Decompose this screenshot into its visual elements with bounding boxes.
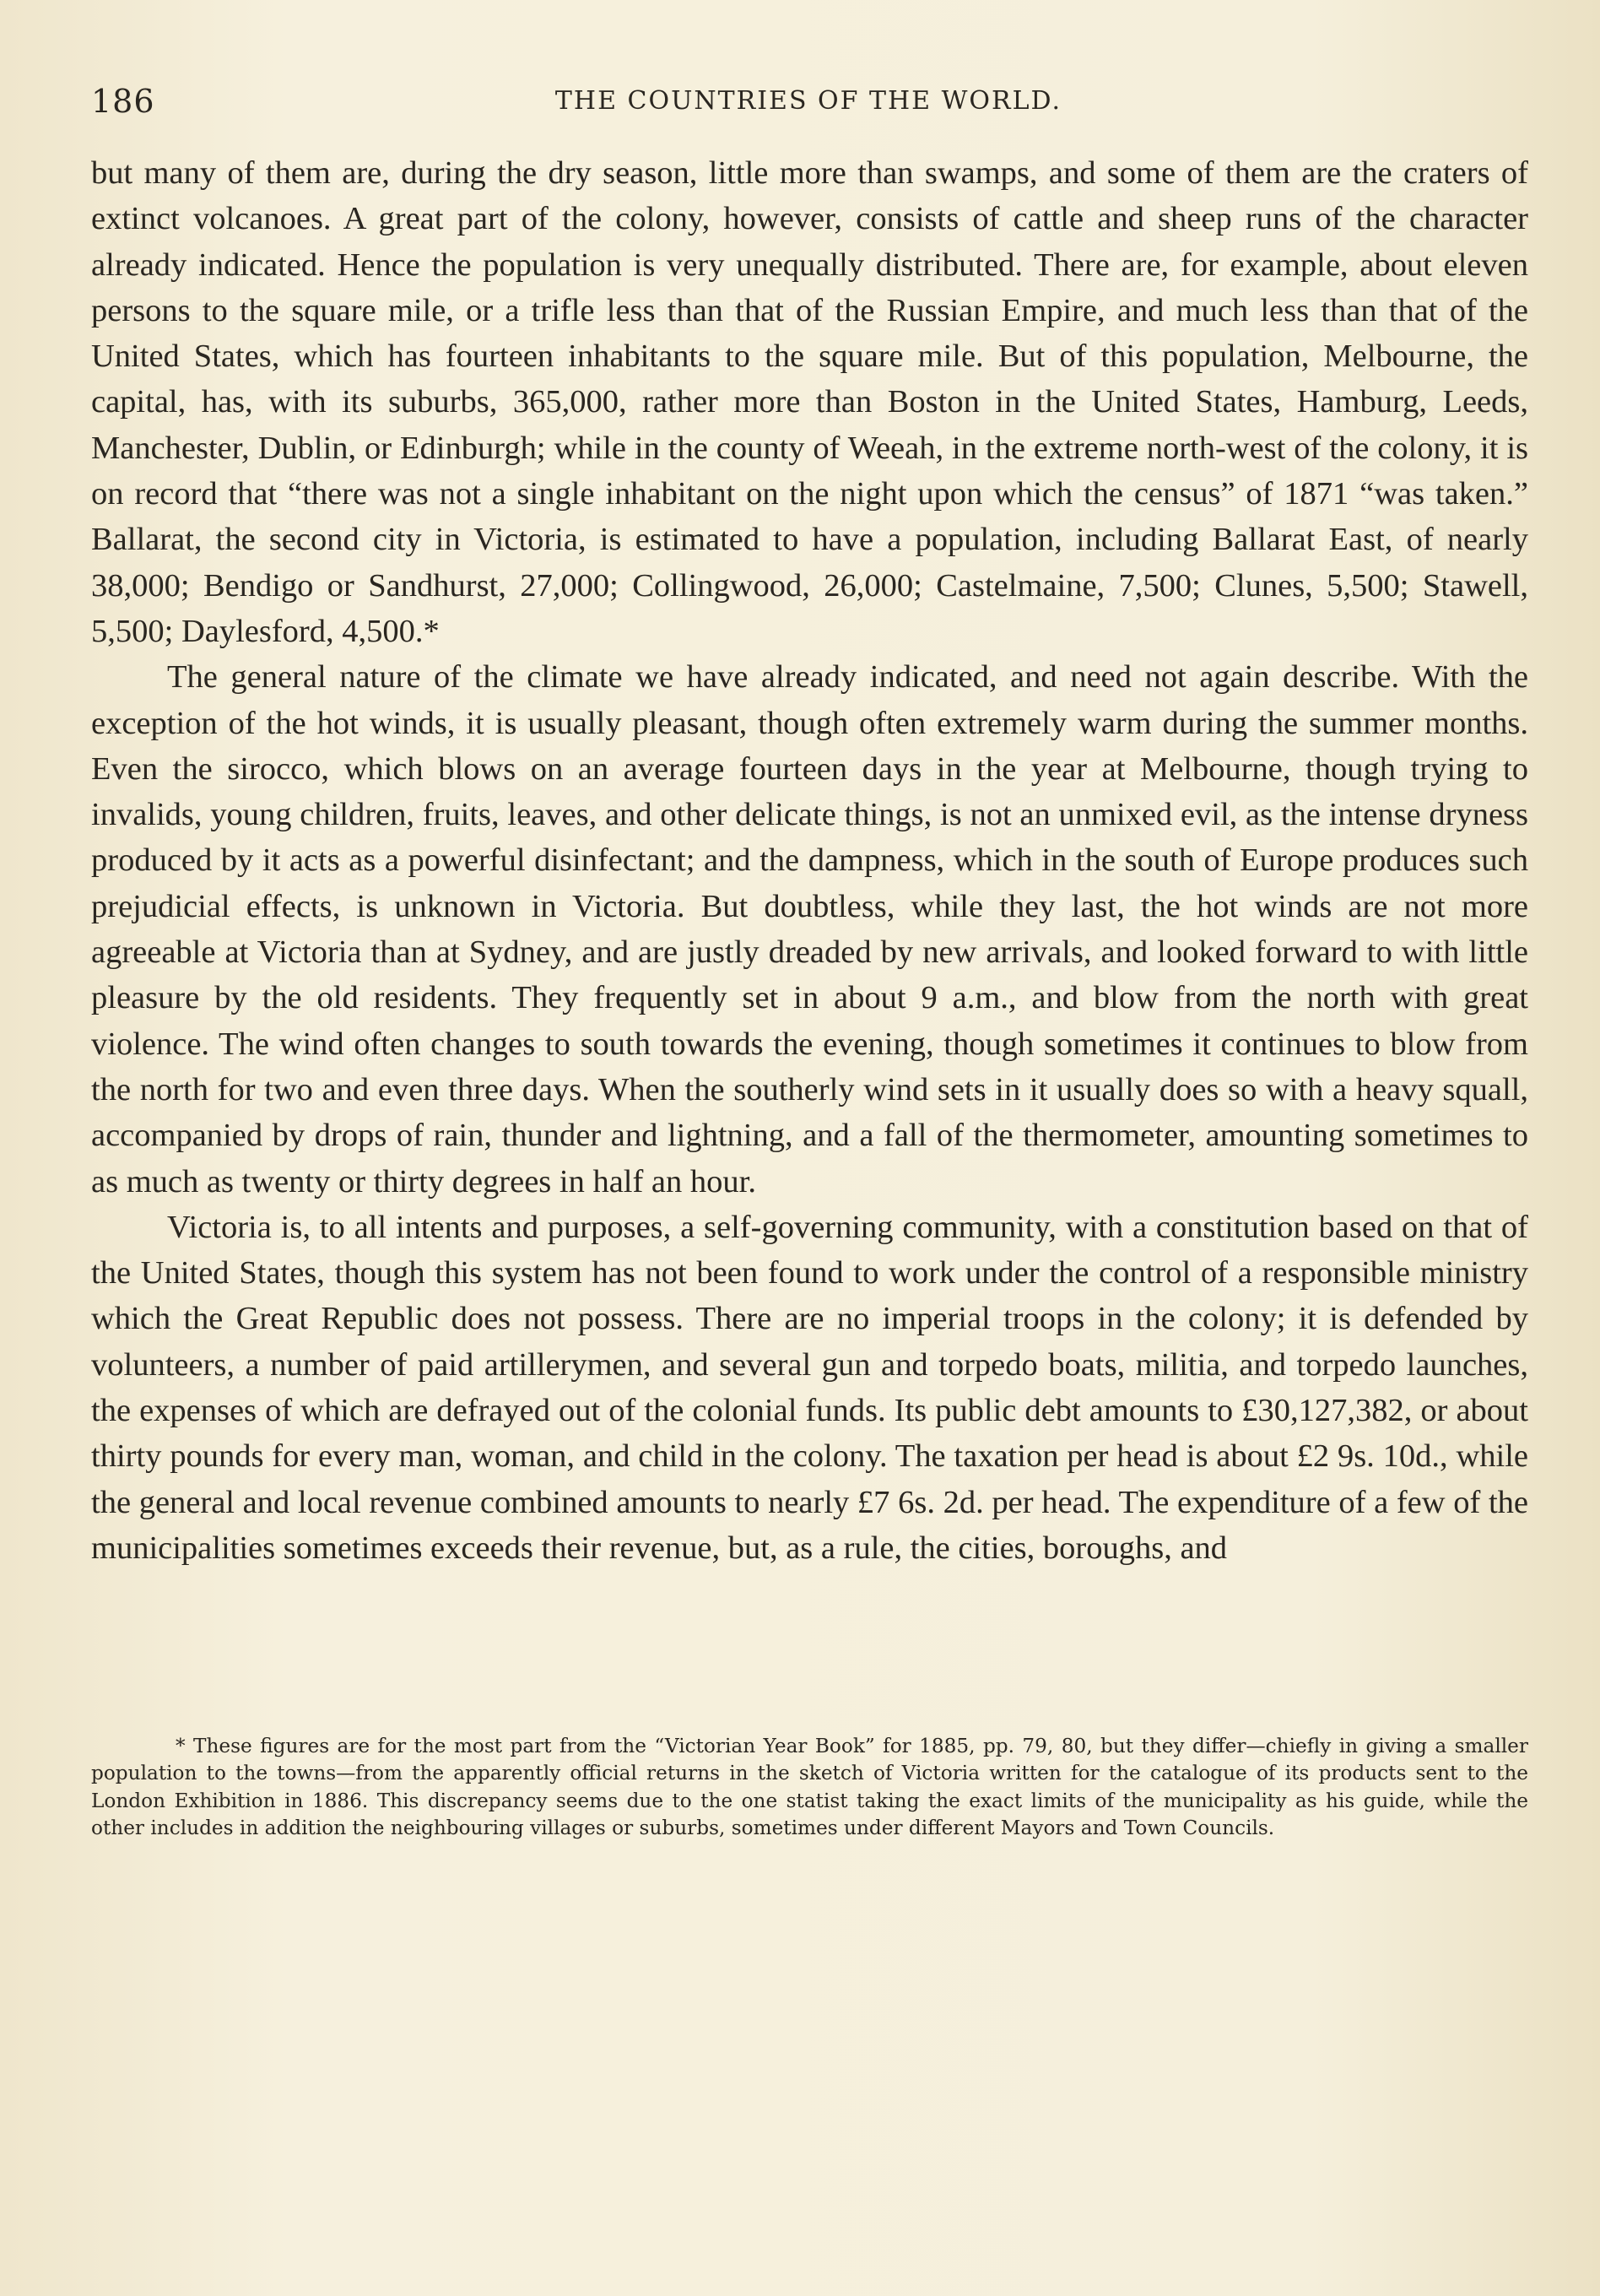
page-number: 186 (91, 83, 155, 120)
running-title: THE COUNTRIES OF THE WORLD. (554, 86, 1062, 116)
paragraph-government: Victoria is, to all intents and purposes, a self-governing community, with a constitution based on that of the United States, though this system has not been found to work under the control of a responsible ministry which the Great Republic does not possess. There are no imperial troops in the colony; it is defended by volunteers, a number of paid artillerymen, and several gun and torpedo boats, militia, and torpedo launches, the expenses of which are defrayed out of the colonial funds. Its public debt amounts to £30,127,382, or about thirty pounds for every man, woman, and child in the colony. The taxation per head is about £2 9s. 10d., while the general and local revenue combined amounts to nearly £7 6s. 2d. per head. The expenditure of a few of the municipalities sometimes exceeds their revenue, but, as a rule, the cities, boroughs, and (91, 1209, 1528, 1566)
running-head (91, 83, 1526, 125)
paragraph-climate: The general nature of the climate we have already indicated, and need not again describe. With the exception of the hot winds, it is usually pleasant, though often extremely warm during the summer months. Even the sirocco, which blows on an average fourteen days in the year at Melbourne, though trying to invalids, young children, fruits, leaves, and other delicate things, is not an unmixed evil, as the intense dryness produced by it acts as a powerful disinfectant; and the dampness, which in the south of Europe produces such prejudicial effects, is unknown in Victoria. But doubtless, while they last, the hot winds are not more agreeable at Victoria than at Sydney, and are justly dreaded by new arrivals, and looked forward to with little pleasure by the old residents. They frequently set in about 9 a.m., and blow from the north with great violence. The wind often changes to south towards the evening, though sometimes it continues to blow from the north for two and even three days. When the southerly wind sets in it usually does so with a heavy squall, accompanied by drops of rain, thunder and lightning, and a fall of the thermometer, amounting sometimes to as much as twenty or thirty degrees in half an hour. (91, 659, 1528, 1199)
paragraph-population: but many of them are, during the dry season, little more than swamps, and some of them are the craters of extinct volcanoes. A great part of the colony, however, consists of cattle and sheep runs of the character already indicated. Hence the population is very unequally distributed. There are, for example, about eleven persons to the square mile, or a trifle less than that of the Russian Empire, and much less than that of the United States, which has fourteen inhabitants to the square mile. But of this population, Melbourne, the capital, has, with its suburbs, 365,000, rather more than Boston in the United States, Hamburg, Leeds, Manchester, Dublin, or Edinburgh; while in the county of Weeah, in the extreme north-west of the colony, it is on record that “there was not a single inhabitant on the night upon which the census” of 1871 “was taken.” Ballarat, the second city in Victoria, is estimated to have a population, including Ballarat East, of nearly 38,000; Bendigo or Sandhurst, 27,000; Collingwood, 26,000; Castelmaine, 7,500; Clunes, 5,500; Stawell, 5,500; Daylesford, 4,500.* (91, 155, 1528, 649)
body-text (91, 150, 1528, 1571)
footnote: * These figures are for the most part from the “Victorian Year Book” for 1885, pp. 79, 80, but they differ—chiefly in giving a smaller population to the towns—from the apparently official returns in the sketch of Victoria written for the catalogue of its products sent to the London Exhibition in 1886. This discrepancy seems due to the one statist taking the exact limits of the municipality as his guide, while the other includes in addition the neighbouring villages or suburbs, sometimes under different Mayors and Town Councils. (91, 1735, 1528, 1840)
